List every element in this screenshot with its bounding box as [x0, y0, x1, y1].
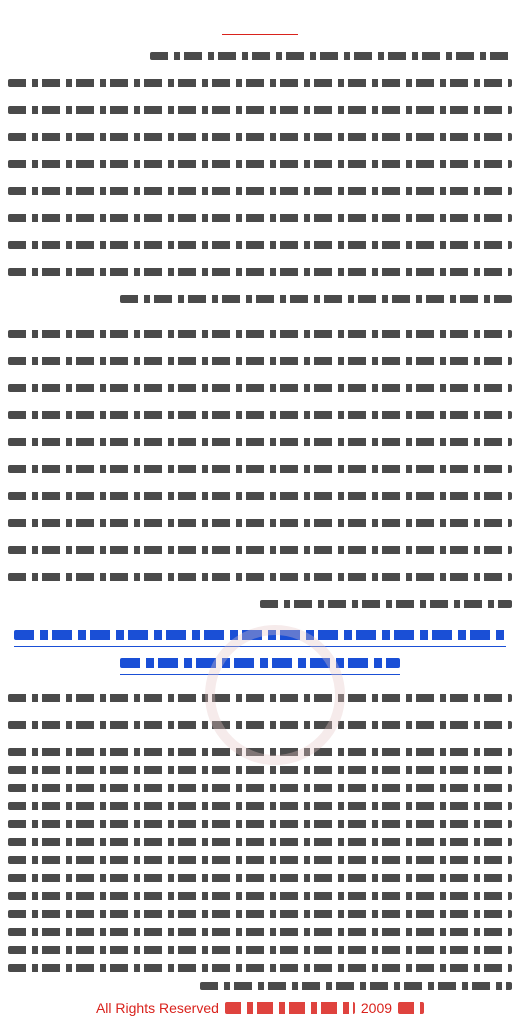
text-line — [8, 964, 512, 972]
text-line — [120, 295, 512, 303]
footer-urdu-word — [398, 1002, 424, 1014]
text-line — [8, 928, 512, 936]
text-line — [8, 465, 512, 473]
text-line — [8, 106, 512, 114]
text-line — [8, 330, 512, 338]
text-line — [8, 892, 512, 900]
text-line — [8, 133, 512, 141]
text-line — [8, 856, 512, 864]
text-line — [8, 946, 512, 954]
article-title — [0, 4, 520, 34]
text-line — [8, 357, 512, 365]
text-line — [8, 874, 512, 882]
copyright-footer — [0, 996, 520, 1020]
text-line — [8, 411, 512, 419]
footer-urdu-text — [225, 1002, 355, 1014]
text-line — [8, 268, 512, 276]
title-underline — [222, 34, 298, 35]
text-line — [8, 214, 512, 222]
text-line — [8, 519, 512, 527]
text-line — [8, 492, 512, 500]
text-line — [150, 52, 512, 60]
text-line — [8, 384, 512, 392]
text-line — [200, 982, 512, 990]
footer-rights: All Rights Reserved — [95, 1000, 219, 1016]
text-line — [8, 438, 512, 446]
footer-year: 2009 — [360, 1000, 393, 1016]
text-line — [8, 160, 512, 168]
text-line — [8, 820, 512, 828]
text-line — [8, 910, 512, 918]
text-line — [8, 241, 512, 249]
text-line — [8, 79, 512, 87]
text-line — [8, 838, 512, 846]
text-line — [8, 187, 512, 195]
